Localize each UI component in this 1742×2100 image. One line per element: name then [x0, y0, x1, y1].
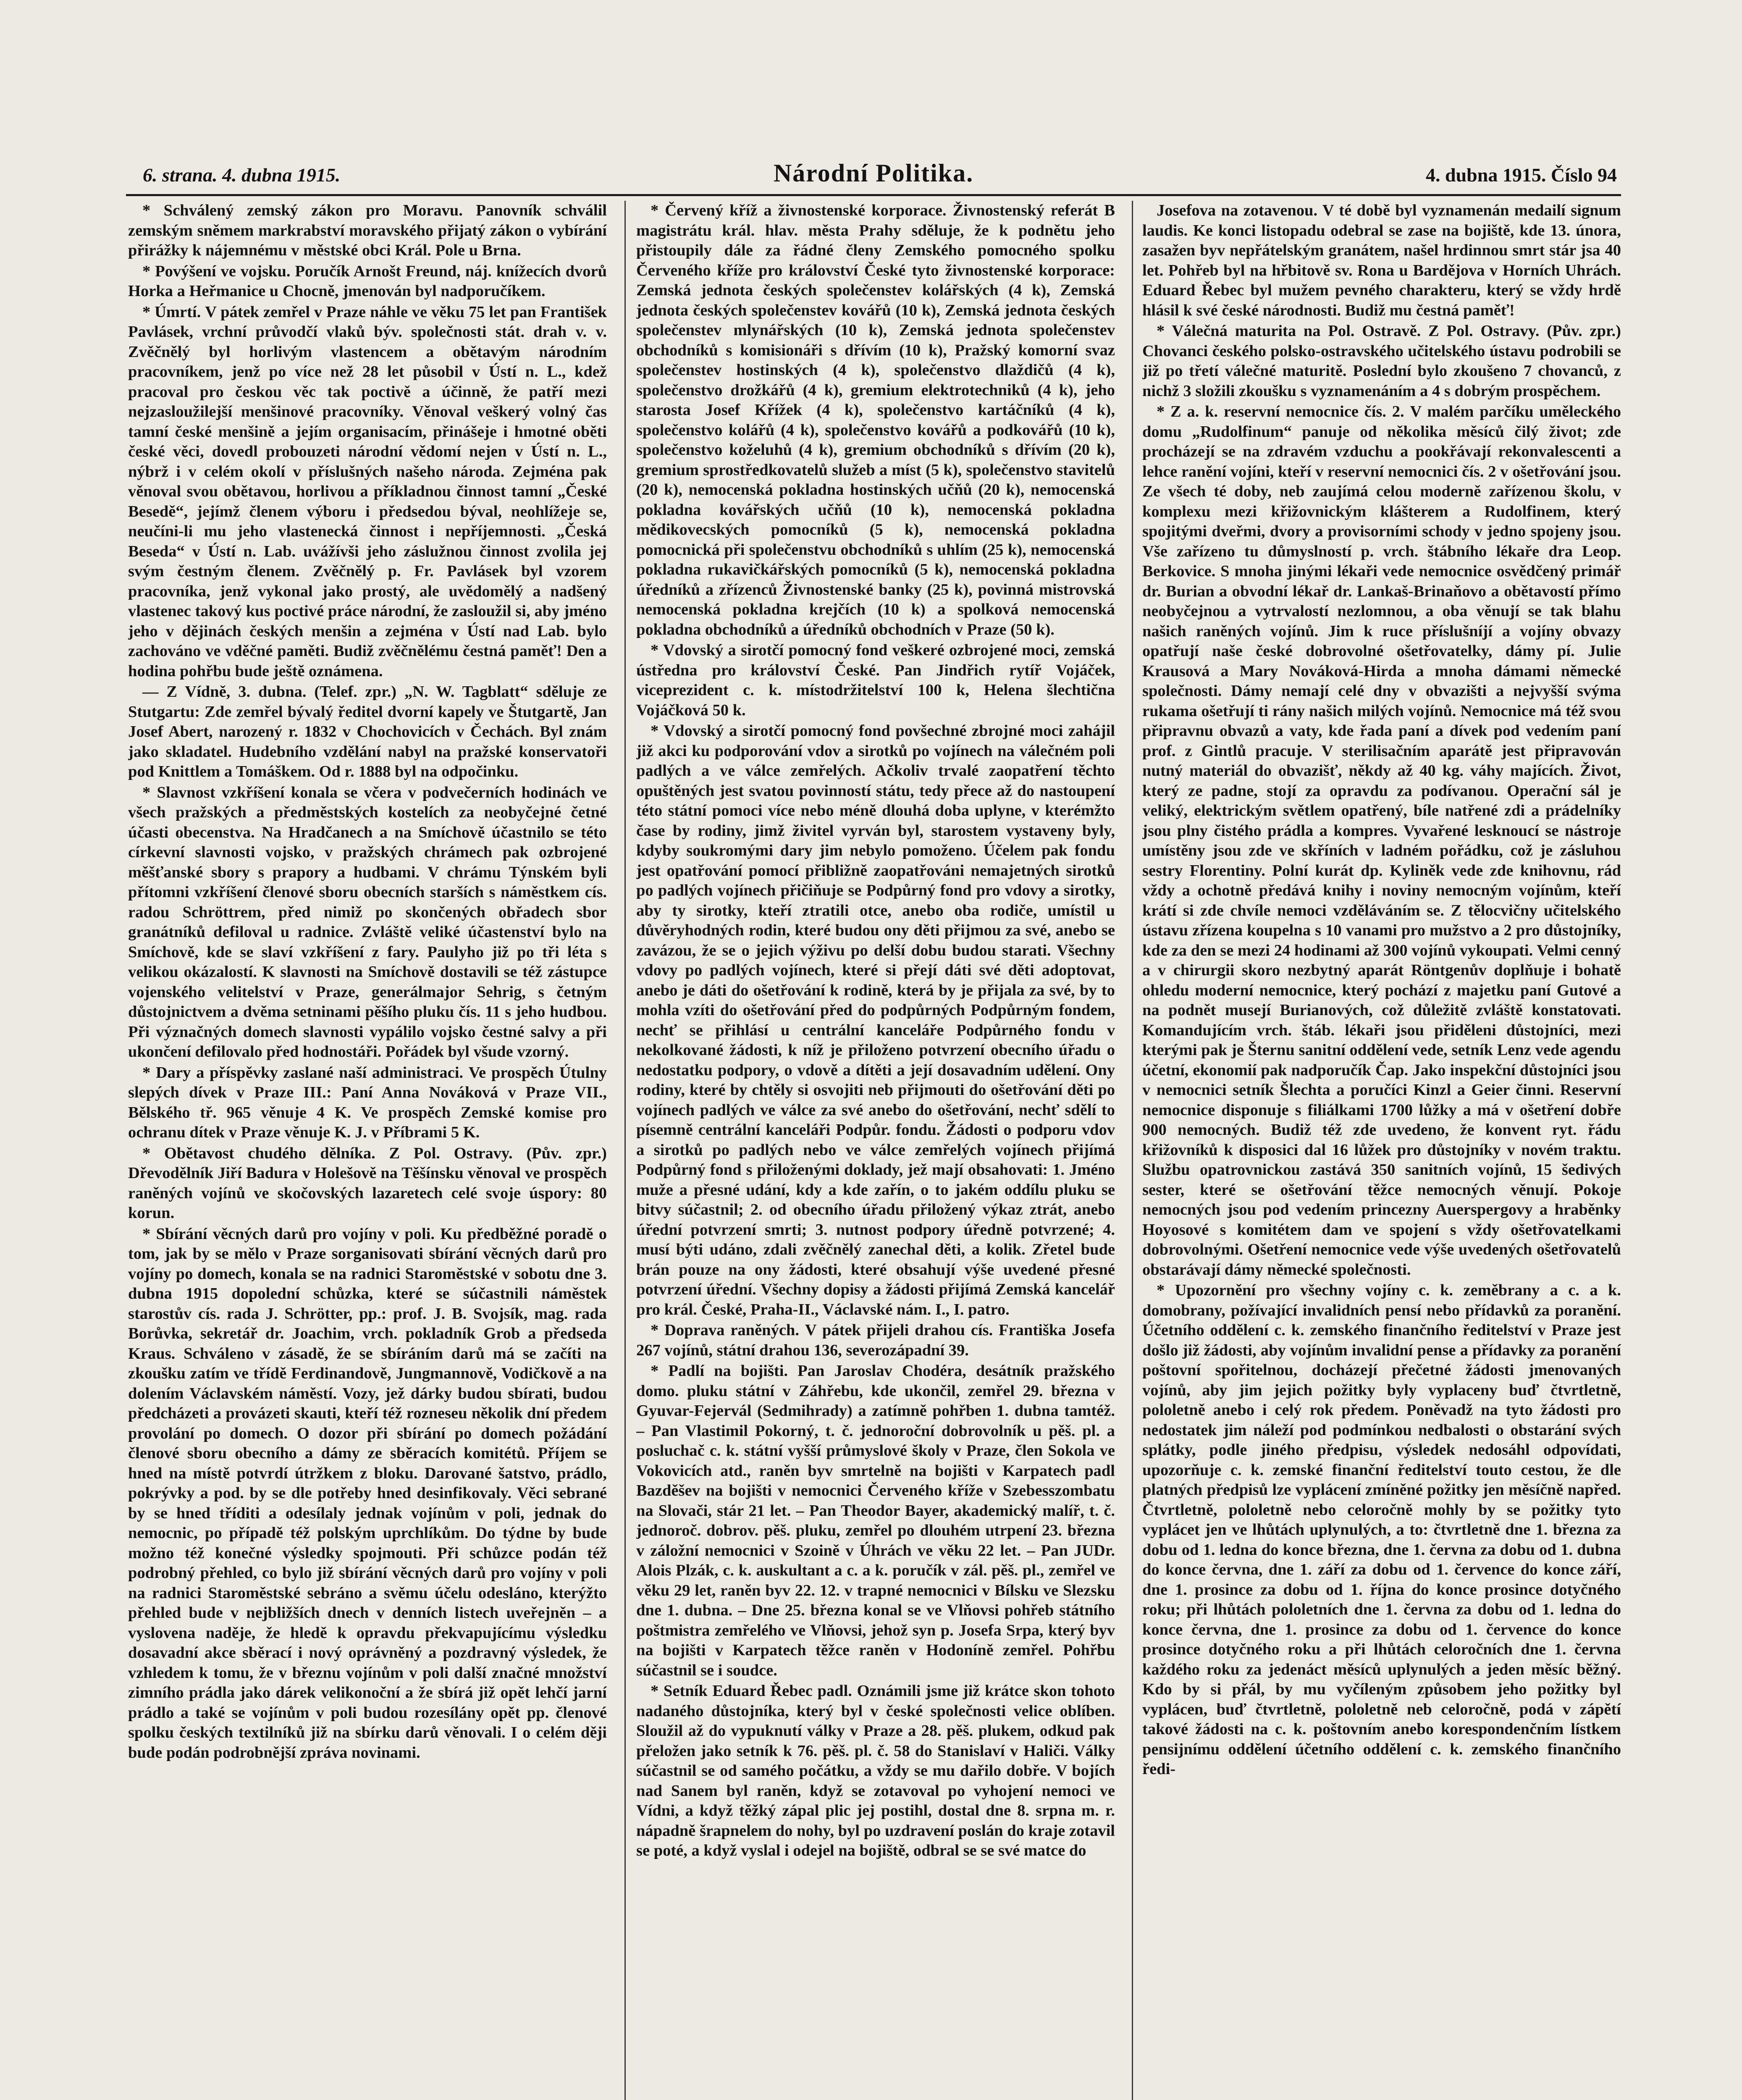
article-headline: — Z Vídně, 3. dubna. [142, 683, 307, 701]
article [128, 262, 607, 302]
column-separator [624, 201, 626, 2100]
article [1142, 201, 1621, 320]
article-headline: * Z a. k. reservní nemocnice čís. 2. [1157, 403, 1404, 420]
article [128, 1144, 607, 1223]
article [128, 302, 607, 682]
article-body: Josefova na zotavenou. V té době byl vyznamenán medailí signum laudis. Ke konci listopadu odebral se zase na bojiště, kde 13. února, zasažen byv nepřátelským granátem, našel hrdinnou smrt stár jsa 40 let. Pohřeb byl na hřbitově sv. Rona u Bardějova v Horních Uhrách. Eduard Řebec byl mužem pevného charakteru, který se vždy hrdě hlásil k své české národnosti. Budiž mu čestná paměť! [1142, 202, 1621, 319]
article-body: V pátek přijeli drahou cís. Františka Josefa 267 vojínů, státní drahou 136, severozápadní 39. [636, 1321, 1115, 1359]
article-body: Účetního oddělení c. k. zemského finančního ředitelství v Praze jest došlo již žádosti, aby vojínům invalidní pense a přídavky za poranění poštovní spořitelnou, docházejí přečetné žádosti jmenovaných vojínů, aby jim jejich požitky byly vyplaceny buď čtvrtletně, pololetně anebo i celý rok předem. Poněvadž na tyto žádosti pro nedostatek jim náleží pod podmínkou nedbalosti o obstarání svých splátky, podle jiného předpisu, výsledek nedosáhl odpovídati, upozorňuje c. k. zemské finanční ředitelství touto cestou, že dle platných předpisů lze vyplácení zmíněné požitky jen měsíčně napřed. Čtvrtletně, pololetně nebo celoročně mohly by se požitky tyto vyplácet jen ve lhůtách uplynulých, a to: čtvrtletně dne 1. března za dobu od 1. ledna do konce března, dne 1. června za dobu od 1. dubna do konce června, dne 1. září za dobu od 1. července do konce září, dne 1. prosince za dobu od 1. října do konce prosince dotyčného roku; při lhůtách pololetních dne 1. června za dobu od 1. ledna do konce června, dne 1. prosince za dobu od 1. července do konce prosince dotyčného roku a při lhůtách celoročních dne 1. června každého roku za jedenáct měsíců uplynulých a jeden měsíc běžný. Kdo by si přál, by mu vyčíleným způsobem jeho požitky byl vyplácen, buď čtvrtletně, pololetně neb celoročně, podá v zápětí takové žádosti na c. k. poštovním anebo korespondenčním lístkem pensijnímu oddělení účetního oddělení c. k. zemského finančního ředi- [1142, 1321, 1621, 1778]
header-page-date: 6. strana. 4. dubna 1915. [143, 164, 341, 186]
article [1142, 1281, 1621, 1780]
article-body: Z Pol. Ostravy. (Pův. zpr.) Dřevodělník Jiří Badura v Holešově na Těšínsku věnoval ve prospěch raněných vojínů ve skočovských lazaretech celé svoje úspory: 80 korun. [128, 1144, 607, 1222]
header-rule [126, 194, 1621, 196]
article-body: (Telef. zpr.) „N. W. Tagblatt“ sděluje ze Stutgartu: Zde zemřel bývalý ředitel dvorní kapely ve Štutgartě, Jan Josef Abert, narozený r. 1832 v Chochovicích v Čechách. Byl znám jako skladatel. Hudebního vzdělání nabyl na pražské konservatoři pod Knittlem a Tomáškem. Od r. 1888 byl na odpočinku. [128, 683, 607, 780]
article-body: konala se včera v podvečerních hodinách ve všech pražských a předměstských kostelích za neobyčejné četné účasti obecenstva. Na Hradčanech a na Smíchově účastnilo se této církevní slavnosti vojsko, v pražských chrámech pak ozbrojené měšťanské sbory s prapory a hudbami. V chrámu Týnském byli přítomni vzkříšení členové sboru obecních starších s náměstkem cís. radou Schröttrem, před nimiž po skončených obřadech sbor granátníků defiloval u radnice. Zvláště veliké účastenství bylo na Smíchově, kde se slaví vzkříšení z fary. Paulyho již po tři léta s velikou okázalostí. K slavnosti na Smíchově dostavili se též zástupce vojenského velitelství v Praze, generálmajor Sehrig, s četným důstojnictvem a dvěma setninami pěšího pluku čís. 11 s jeho hudbou. Při význačných domech slavnosti vypálilo vojsko čestné salvy a při ukončení defilovalo před hodnostáři. Pořádek byl všude vzorný. [128, 783, 607, 1060]
article [1142, 402, 1621, 1280]
column-separator [1132, 201, 1133, 2100]
column-2 [636, 201, 1115, 2100]
article-headline: * Dary a příspěvky zaslané naší administraci. [142, 1063, 464, 1082]
article-body: Pan Jindřich rytíř Vojáček, viceprezident c. k. místodržitelství 100 k, Helena šlechtična Vojáčková 50 k. [636, 661, 1115, 719]
article-body: Poručík Arnošt Freund, náj. knížecích dvorů Horka a Heřmanice u Chocně, jmenován byl nadporučíkem. [128, 262, 607, 300]
article-headline: * Červený kříž a živnostenské korporace. [651, 202, 947, 219]
article-body: V pátek zemřel v Praze náhle ve věku 75 let pan František Pavlásek, vrchní průvodčí vlaků býv. společnosti stát. drah v. v. Zvěčnělý byl horlivým vlastencem a obětavým národním pracovníkem, jenž po více než 28 let působil v Ústí n. L., kdež pracoval pro českou věc tak poctivě a účinně, že patří mezi nejzasloužilejší menšinové pracovníky. Věnoval veškerý volný čas tamní české menšině a jejím organisacím, přinášeje i hmotné oběti české věci, dovedl probouzeti národní vědomí nejen v Ústí n. L., nýbrž i v celém okolí v příslušných našeho národa. Zejména pak věnoval svou obětavou, horlivou a příkladnou činnost tamní „České Besedě“, jejímž členem výboru i předsedou býval, neohlížeje se, neučíni-li mu jeho vlastenecká činnost i nepříjemnosti. „Česká Beseda“ v Ústí n. Lab. uvážívši jeho záslužnou činnost zvolila jej svým čestným členem. Zvěčnělý p. Fr. Pavlásek byl vzorem pracovníka, jenž vykonal jako prostý, ale uvědomělý a nadšený vlastenec takový kus poctivé práce národní, že zasloužil si, aby jméno jeho v dějinách českých menšin a zejména v Ústí nad Lab. bylo zachováno ve vděčné paměti. Budiž zvěčnělému čestná paměť! Den a hodina pohřbu bude ještě oznámena. [128, 303, 607, 680]
article-headline: * Setník Eduard Řebec padl. [651, 1682, 852, 1700]
article-body: Panovník schválil zemským sněmem markrabství moravského přijatý zákon o vybírání přirážky k nájemnému v městské obci Král. Pole u Brna. [128, 202, 607, 259]
column-3 [1142, 201, 1621, 2100]
article-headline: * Úmrtí. [142, 303, 201, 321]
article-headline: * Povýšení ve vojsku. [142, 262, 291, 280]
article-body: Ku předběžné poradě o tom, jak by se mělo v Praze sorganisovati sbírání věcných darů pro vojíny po domech, konala se na radnici Staroměstské v sobotu dne 3. dubna 1915 dopolední schůzka, které se súčastnili náměstek starostův cís. rada J. Schrötter, pp.: prof. J. B. Svojsík, mag. rada Borůvka, sekretář dr. Joachim, vrch. pokladník Grob a předseda Kraus. Schváleno v zásadě, že se sbíráním darů má se začíti na zkoušku zatím ve třídě Ferdinandově, Jungmannově, Vodičkově a na dolením Václavském náměstí. Vozy, jež dárky budou sbírati, budou předcházeti a provázeti skauti, kteří též rozneseu několik dní předem provolání po domech. O dozor při sbírání po domech požádání členové sboru obecního a dámy ze sběracích komitétů. Příjem se hned na místě potvrdí útržkem z bloku. Darované šatstvo, prádlo, pokrývky a pod. by se dle potřeby hned desinfikovaly. Věci sebrané by se hned tříditi a odesílaly jednak vojínům v poli, jednak do nemocnic, po případě též polským uprchlíkům. Do týdne by bude možno též konečné výsledky spojmouti. Při schůzce podán též podrobný přehled, co bylo již sbírání věcných darů pro vojíny v poli na radnici Staroměstské sebráno a svěmu účelu odesláno, kterýžto přehled bude v nejbližších dnech v denních listech uveřejněn – a vyslovena naděje, že hledě k opravdu překvapujícímu výsledku dosavadní akce sběrací i nový oprávněný a pozdravný výsledek, že vzhledem k tomu, že v březnu vojínům v poli další značné množství zimního prádla jako dárek velikonoční a že sbírá již opět lehčí jarní prádlo a také se vojínům v poli budou rozesílány opět pp. členové spolku českých textilníků již na sbírku darů věnovali. I o celém ději bude podán podrobnější zpráva novinami. [128, 1225, 607, 1761]
article [128, 1063, 607, 1143]
article-headline: * Schválený zemský zákon pro Moravu. [142, 202, 463, 219]
article-headline: * Sbírání věcných darů pro vojíny v poli. [142, 1225, 435, 1243]
article-body: V malém parčíku uměleckého domu „Rudolfinum“ panuje od několika měsíců čilý život; zde procházejí se na zdravém vzduchu a pookřávají rekonvalescenti a lehce ranění vojíni, kteří v reservní nemocnici čís. 2 v ošetřování jsou. Ze všech té doby, neb zaujímá celou moderně zařízenou školu, v komplexu mezi křižovnickým klášterem a Rudolfinem, který spojitými dveřmi, dvory a provisorními schody v jedno spojeny jsou. Vše zařízeno tu důmyslností p. vrch. štábního lékaře dra Leop. Berkovice. S mnoha jinými lékaři vede nemocnice osvědčený primář dr. Burian a obvodní lékař dr. Lankaš-Brinaňovo a obětavostí přímo neobyčejnou a vytrvalostí nezlomnou, a oba věnují se tak blahu našich raněných vojínů. Jim k ruce příslušníjí a vojíny obvazy opatřují naše české dobrovolné ošetřovatelky, dámy pí. Julie Krausová a Mary Nováková-Hirda a mnoha dámami německé společnosti. Dámy nemají celé dny v obvazišti a nejvyšší svýma rukama ošetřují ti rány našich milých vojínů. Nemocnice má též svou připravnu obvazů a vaty, kde řada paní a dívek pod vedením paní prof. z Gintlů pracuje. V sterilisačním aparátě jest připravován nutný materiál do obvazišť, někdy až 40 kg. váhy majících. Život, který ze padne, stojí za opravdu za podívanou. Operační sál je veliký, elektrickým světlem opatřený, bíle natřené zdi a prádelníky jsou plny čistého prádla a kompres. Vyvařené lesknoucí se nástroje umístěny jsou zde ve skříních v ladném pořádku, což je zásluhou sestry Florentiny. Polní kurát dp. Kyliněk vede zde knihovnu, rád vždy a ochotně předává knihy i noviny nemocným vojínům, kteří krátí si zde chvíle nemoci vzděláváním se. Z tělocvičny učitelského ústavu zřízena koupelna s 10 vanami pro mužstvo a 2 pro důstojníky, kde za den se mezi 24 hodinami až 300 vojínů vykoupati. Velmi cenný a v chirurgii skoro nezbytný aparát Röntgenův doplňuje i bohatě ohledu moderní nemocnice, který pochází z majetku paní Gutové a na podnět musejí Burianových, což důležitě zvláště konstatovati. Komandujícím vrch. štáb. lékaři jsou přiděleni důstojníci, mezi kterými pak je Šternu sanitní oddělení vede, setník Lenz vede agendu účetní, ekonomií pak nadporučík Čap. Jako inspekční důstojníci jsou v nemocnici setník Šlechta a poručíci Kinzl a Geier činni. Reservní nemocnice disponuje s filiálkami 1700 lůžky a má v ošetření dobře 900 nemocných. Budiž též zde uvedeno, že konvent ryt. řádu křižovníků k disposici dal 16 lůžek pro důstojníky v novém traktu. Službu opatrovnickou zastává 350 sanitních vojínů, 15 šedivých sester, které se ošetřování těžce nemocných věnují. Pokoje nemocných jsou pod vedením princezny Auerspergovy a hraběnky Hoyosové s komitétem dam ve spojení s vždy ošetřovatelkami dobrovolnými. Ošetření nemocnice vede výše uvedených ošetřovatelů obstarávají dámy německé společnosti. [1142, 403, 1621, 1278]
page-header [126, 156, 1621, 194]
article-headline: * Válečná maturita na Pol. Ostravě. [1157, 322, 1421, 340]
article-body: Ve prospěch Útulny slepých dívek v Praze III.: Paní Anna Nováková v Praze VII., Bělského tř. 965 věnuje 4 K. Ve prospěch Zemské komise pro ochranu dítek v Praze věnuje K. J. v Příbrami 5 K. [128, 1063, 607, 1141]
article-headline: * Doprava raněných. [651, 1321, 799, 1339]
article [128, 682, 607, 782]
article [128, 201, 607, 261]
article [128, 1224, 607, 1763]
article-body: Z Pol. Ostravy. (Pův. zpr.) Chovanci českého polsko-ostravského učitelského ústavu podrobili se již po třetí válečné maturitě. Poslední bylo zkoušeno 7 chovanců, z nichž 3 složili zkoušku s vyznamenáním a 4 s dobrým prospěchem. [1142, 322, 1621, 400]
masthead-title: Národní Politika. [773, 159, 974, 187]
article-body: Živnostenský referát B magistrátu král. hlav. města Prahy sděluje, že k podnětu jeho přistoupily dále za řádné členy Zemského pomocného spolku Červeného kříže pro království České tyto živnostenské korporace: Zemská jednota českých společenstev kolářských (4 k), Zemská jednota českých společenstev kovářů (10 k), Zemská jednota českých společenstev mlynářských (10 k), Zemská jednota společenstev obchodníků s komisionáři s dřívím (10 k), Pražský komorní svaz společenstev hostinských (4 k), společenstvo dlaždičů (4 k), společenstvo drožkářů (4 k), gremium elektrotechniků (4 k), jeho starosta Josef Křížek (4 k), společenstvo kartáčníků (4 k), společenstvo kolářů (4 k), společenstvo kovářů a podkovářů (10 k), společenstvo koželuhů (4 k), gremium obchodníků s dřívím (20 k), gremium sprostředkovatelů služeb a míst (5 k), společenstvo stavitelů (20 k), nemocenská pokladna hostinských učňů (20 k), nemocenská pokladna kovářských učňů (10 k), nemocenská pokladna mědikovecských pomocníků (5 k), nemocenská pokladna pomocnická při společenstvu obchodníků s uhlím (25 k), nemocenská pokladna rukavičkářských pomocníků (5 k), nemocenská pokladna úředníků a zřízenců Živnostenské banky (25 k), povinná mistrovská nemocenská pokladna krejčích (10 k) a spolková nemocenská pokladna obchodníků a úředníků obchodních v Praze (50 k). [636, 202, 1115, 638]
article-headline: * Slavnost vzkříšení [142, 783, 285, 801]
article [636, 721, 1115, 1320]
article-body: zahájil již akci ku podporování vdov a sirotků po vojínech na válečném poli padlých a ve válce zemřelých. Ačkoliv trvalé zaopatření těchto opuštěných jest svatou povinností státu, tedy přece až do nastoupení této státní pomoci více nebo méně dlouhá doba uplyne, v kterémžto čase by rodiny, jimž živitel vyrván byl, starostem vystaveny byly, kdyby soukromými dary jim nebylo pomoženo. Účelem pak fondu jest opatřování pomocí přibližně zaopatřováni nemajetných sirotků po padlých vojínech přičiňuje se Podpůrný fond pro vdovy a sirotky, aby ty sirotky, kteří ztratili otce, anebo oba rodiče, umístil u důvěryhodných rodin, které budou ony děti přijmou za své, anebo se zavázou, že se o jejich výživu po delší dobu budou starati. Všechny vdovy po padlých vojínech, které si přejí dáti své děti adoptovat, anebo je dáti do ošetřování k rodině, která by je přijala za své, by to mohla vzíti do ošetřování před do podpůrných Podpůrným fondem, nechť se přihlásí u centrální kanceláře Podpůrného fondu v nekolkované žádosti, k níž je přiloženo potvrzení obecního úřadu o nedostatku podpory, o vdově a dítěti a její dosavadním udělení. Ony rodiny, které by chtěly si osvojiti neb přijmouti do ošetřování děti po vojínech padlých ve válce za své anebo do ošetřování, nechť sdělí to písemně centrální kanceláři Podpůr. fondu. Žádosti o podporu vdov a sirotků po padlých nebo ve válce zemřelých vojínech přijímá Podpůrný fond s přiloženými doklady, jež mají obsahovati: 1. Jméno muže a přesné udání, kdy a kde zařín, o to jakém oddílu pluku se bitvy súčastnil; 2. od obecního úřadu přiložený výkaz ztrát, anebo úřední potvrzení smrti; 3. nutnost podpory úředně potvrzené; 4. musí býti udáno, zdali zvěčnělý zanechal děti, a kolik. Zřetel bude brán pouze na ony žádosti, které obsahují výše uvedené přesné potvrzení úřední. Všechny dopisy a žádosti přijímá Zemská kancelář pro král. České, Praha-II., Václavské nám. I., I. patro. [636, 722, 1115, 1318]
article-headline: * Upozornění pro všechny vojíny c. k. zeměbrany a c. a k. domobrany, požívající invalidních pensí nebo přídavků za poranění. [1142, 1281, 1621, 1319]
article-body: Pan Jaroslav Chodéra, desátník pražského domo. pluku státní v Záhřebu, kde ukončil, zemřel 29. března v Gyuvar-Fejervál (Sedmihrady) a zatímně pohřben 1. dubna tamtéž. – Pan Vlastimil Pokorný, t. č. jednoroční dobrovolník u pěš. pl. a posluchač c. k. státní vyšší průmyslové školy v Praze, člen Sokola ve Vokovicích atd., raněn byv smrtelně na bojišti v Karpatech padl Bazděšev na bojišti v nemocnici Červeného kříže v Szebesszombatu na Slovači, stár 21 let. – Pan Theodor Bayer, akademický malíř, t. č. jednoroč. dobrov. pěš. pluku, zemřel po dlouhém utrpení 23. března v záložní nemocnici v Szoině v Úhrách ve věku 22 let. – Pan JUDr. Alois Plzák, c. k. auskultant a c. a k. poručík v zál. pěš. pl., zemřel ve věku 29 let, raněn byv 22. 12. v trapné nemocnici v Bílsku ve Slezsku dne 1. dubna. – Dne 25. března konal se ve Vlňovsi pohřeb státního poštmistra zemřelého ve Vlňovsi, jehož syn p. Josefa Srpa, který byv na bojišti v Karpatech těžce raněn v Hodoníně zemřel. Pohřbu súčastnil se i soudce. [636, 1362, 1115, 1679]
article [636, 201, 1115, 640]
article [636, 1320, 1115, 1360]
article-headline: * Vdovský a sirotčí pomocný fond povšechné zbrojné moci [651, 722, 1063, 740]
article [636, 640, 1115, 720]
article [636, 1681, 1115, 1861]
column-1 [128, 201, 607, 2100]
article-headline: * Padlí na bojišti. [651, 1362, 788, 1380]
article-headline: * Obětavost chudého dělníka. [142, 1144, 375, 1162]
article-headline: * Vdovský a sirotčí pomocný fond veškeré ozbrojené moci, zemská ústředna pro království České. [636, 641, 1115, 679]
article-body: Oznámili jsme již krátce skon tohoto nadaného důstojníka, který byl v české společnosti velice oblíben. Sloužil až do vypuknutí války v Praze a 28. pěš. plukem, odkud pak přeložen jako setník k 76. pěš. pl. č. 58 do Stanislaví v Haliči. Války súčastnil se od samého počátku, a vždy se mu dařilo dobře. V bojích nad Sanem byl raněn, když se zotavoval po vyhojení nemoci ve Vídni, a když těžký zápal plic jej postihl, dostal dne 8. srpna m. r. nápadně šrapnelem do nohy, byl po uzdravení poslán do kraje zotavil se poté, a když vyslal i odejel na bojiště, odbral se se své matce do [636, 1682, 1115, 1859]
article [636, 1361, 1115, 1680]
article [1142, 321, 1621, 401]
header-date-issue: 4. dubna 1915. Číslo 94 [1425, 164, 1617, 186]
article [128, 783, 607, 1062]
